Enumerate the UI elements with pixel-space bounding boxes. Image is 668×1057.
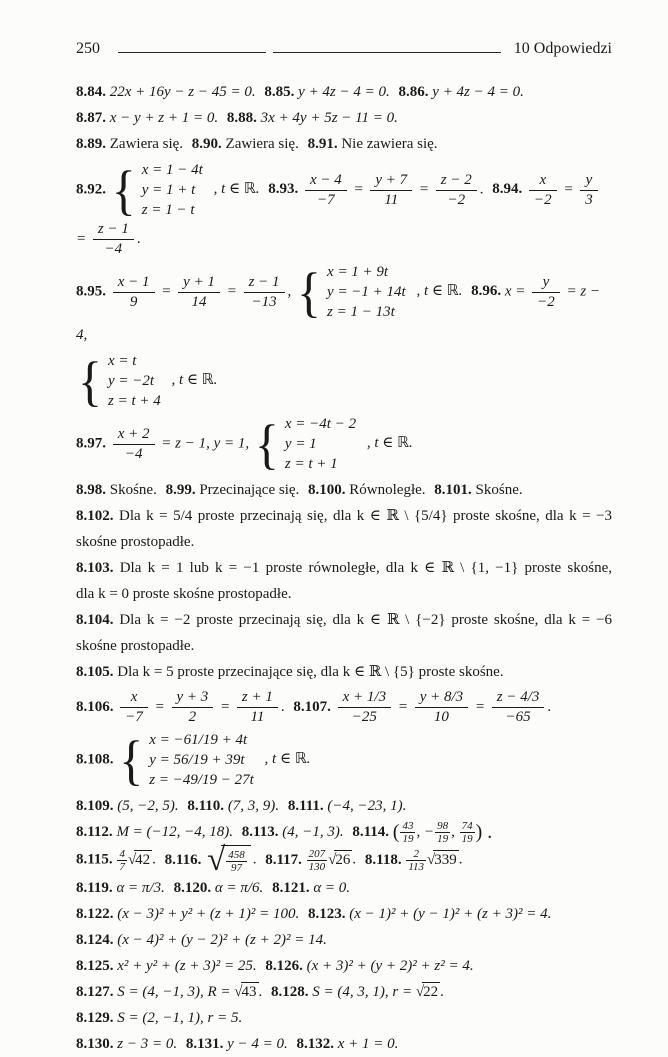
line-8-112 — [76, 819, 612, 845]
period: . — [252, 851, 257, 868]
answer-8-130: z − 3 = 0. — [117, 1036, 178, 1053]
label-8-111: 8.111. — [287, 798, 324, 814]
fraction: $\frac{y + 8/3}{10}$ — [415, 688, 468, 727]
square-root: √26 — [328, 851, 351, 868]
period: . — [479, 181, 484, 198]
fraction: $\frac{x}{-2}$ — [529, 171, 557, 210]
line-8-92 — [76, 160, 612, 259]
small-fraction: $\frac{207}{130}$ — [308, 847, 326, 873]
answer-8-121: α = 0. — [313, 880, 351, 897]
label-8-132: 8.132. — [296, 1036, 334, 1053]
square-root: √43 — [234, 984, 257, 1001]
separator: , − — [416, 824, 435, 840]
system-row: y = 1 + t — [141, 182, 196, 198]
label-8-127: 8.127. — [76, 984, 114, 1001]
parameter-domain: , t ∈ ℝ. — [213, 181, 260, 198]
equals-sign: = — [220, 698, 231, 715]
left-brace-icon: { — [78, 349, 102, 412]
line-8-84 — [76, 79, 612, 105]
answer-8-88: 3x + 4y + 5z − 11 = 0. — [260, 110, 398, 126]
math: x = — [504, 283, 526, 300]
answer-8-84: 22x + 16y − z − 45 = 0. — [109, 84, 256, 100]
answer-8-103-line1: Dla k = 1 lub k = −1 proste równoległe, dla k ∈ ℝ \ {1, −1} proste skośne, — [119, 560, 612, 576]
answer-8-100: Równoległe. — [349, 482, 426, 498]
answers-content — [76, 79, 612, 1057]
line-8-125 — [76, 953, 612, 979]
answer-8-104-line1: Dla k = −2 proste przecinają się, dla k ∈ ℝ \ {−2} proste skośne, dla k = −6 — [119, 612, 613, 628]
label-8-116: 8.116. — [164, 851, 202, 868]
label-8-109: 8.109. — [76, 798, 114, 814]
answer-8-123: (x − 1)² + (y − 1)² + (z + 3)² = 4. — [349, 906, 552, 923]
label-8-91: 8.91. — [307, 136, 338, 152]
label-8-96: 8.96. — [471, 283, 502, 300]
line-8-97 — [76, 414, 612, 474]
line-8-129 — [76, 1005, 612, 1031]
answer-8-105: Dla k = 5 proste przecinające się, dla k ∈ ℝ \ {5} proste skośne. — [117, 664, 504, 680]
answer-8-132: x + 1 = 0. — [337, 1036, 399, 1053]
fraction: $\frac{y + 7}{11}$ — [370, 171, 412, 210]
line-8-103-a — [76, 555, 612, 581]
left-brace-icon: { — [297, 260, 322, 323]
answer-8-112: M = (−12, −4, 18). — [116, 824, 234, 840]
label-8-126: 8.126. — [265, 958, 303, 975]
answer-8-120: α = π/6. — [214, 880, 264, 897]
line-8-102-a — [76, 503, 612, 529]
system-row: y = 1 — [284, 436, 317, 452]
period: . — [547, 698, 552, 715]
separator: , — [451, 824, 455, 840]
system-row: z = t + 1 — [284, 456, 338, 472]
fraction: $\frac{x}{-7}$ — [120, 688, 148, 727]
line-8-130 — [76, 1031, 612, 1057]
small-fraction: $\frac{98}{19}$ — [437, 820, 449, 846]
answer-8-128: S = (4, 3, 1), r = — [312, 984, 413, 1001]
label-8-86: 8.86. — [398, 84, 429, 100]
label-8-128: 8.128. — [271, 984, 309, 1001]
system-row: y = 56/19 + 39t — [149, 752, 245, 768]
label-8-90: 8.90. — [191, 136, 222, 152]
square-root: √339 — [427, 851, 457, 868]
label-8-125: 8.125. — [76, 958, 114, 975]
answer-8-91: Nie zawiera się. — [341, 136, 438, 152]
label-8-113: 8.113. — [241, 824, 279, 840]
header-rule-right — [273, 52, 501, 53]
radical-icon: √ — [328, 851, 337, 868]
fraction: $\frac{y + 1}{14}$ — [178, 273, 220, 312]
fraction: $\frac{y}{-2}$ — [532, 273, 560, 312]
answer-8-113: (4, −1, 3). — [282, 824, 344, 840]
fraction: $\frac{z - 2}{-2}$ — [436, 171, 477, 210]
line-8-115 — [76, 842, 612, 879]
answer-8-124: (x − 4)² + (y − 2)² + (z + 2)² = 14. — [117, 932, 327, 949]
fraction: $\frac{x - 4}{-7}$ — [305, 171, 347, 210]
label-8-118: 8.118. — [364, 851, 402, 868]
period: . — [458, 851, 463, 868]
line-8-119 — [76, 875, 612, 901]
parameter-domain: , t ∈ ℝ. — [171, 372, 218, 389]
label-8-108: 8.108. — [76, 751, 114, 768]
radical-icon: √ — [207, 842, 226, 879]
radical-icon: √ — [127, 851, 137, 868]
answer-8-110: (7, 3, 9). — [227, 798, 280, 814]
answer-8-111: (−4, −23, 1). — [327, 798, 407, 814]
label-8-87: 8.87. — [76, 110, 106, 126]
label-8-85: 8.85. — [264, 84, 295, 100]
label-8-100: 8.100. — [308, 482, 346, 498]
answer-8-126: (x + 3)² + (y + 2)² + z² = 4. — [306, 958, 474, 975]
answer-8-102-line2: skośne prostopadłe. — [76, 534, 195, 550]
header-rule-left — [118, 52, 266, 53]
equation-system-8-95 — [297, 262, 406, 322]
equation-system-8-96 — [78, 351, 161, 411]
period: . — [152, 851, 156, 868]
label-8-104: 8.104. — [76, 612, 114, 628]
label-8-103: 8.103. — [76, 560, 114, 576]
label-8-107: 8.107. — [293, 698, 331, 715]
line-8-108 — [76, 730, 612, 790]
answer-8-129: S = (2, −1, 1), r = 5. — [117, 1010, 243, 1027]
system-row: x = t — [108, 353, 137, 369]
parameter-domain: , t ∈ ℝ. — [366, 435, 413, 452]
radical-icon: √ — [427, 851, 436, 868]
small-fraction: $\frac{2}{113}$ — [408, 847, 425, 873]
line-8-96-continuation — [76, 351, 612, 411]
label-8-121: 8.121. — [272, 880, 310, 897]
system-row: x = 1 + 9t — [327, 264, 389, 280]
comma: , — [287, 283, 292, 300]
label-8-129: 8.129. — [76, 1010, 114, 1027]
answer-8-114 — [392, 820, 493, 846]
radical-icon: √ — [234, 984, 243, 1001]
radical-icon: √ — [415, 984, 425, 1001]
left-brace-icon: { — [254, 412, 279, 475]
answer-8-90: Zawiera się. — [225, 136, 299, 152]
label-8-94: 8.94. — [492, 181, 523, 198]
label-8-112: 8.112. — [76, 824, 113, 840]
line-8-89 — [76, 131, 612, 157]
answer-8-131: y − 4 = 0. — [227, 1036, 288, 1053]
answer-8-102-line1: Dla k = 5/4 proste przecinają się, dla k ∈ ℝ \ {5/4} proste skośne, dla k = −3 — [119, 508, 612, 524]
close-paren: ) . — [475, 821, 493, 843]
label-8-106: 8.106. — [76, 698, 114, 715]
answer-8-122: (x − 3)² + y² + (z + 1)² = 100. — [117, 906, 300, 923]
math: = z − 1, y = 1, — [161, 435, 250, 452]
equals-sign: = — [154, 698, 165, 715]
period: . — [440, 984, 444, 1001]
label-8-117: 8.117. — [265, 851, 302, 868]
label-8-114: 8.114. — [352, 824, 390, 840]
label-8-123: 8.123. — [308, 906, 346, 923]
answer-8-104-line2: skośne prostopadłe. — [76, 638, 195, 654]
period: . — [136, 230, 141, 247]
label-8-131: 8.131. — [185, 1036, 224, 1053]
system-row: x = 1 − 4t — [141, 162, 203, 178]
equals-sign: = — [226, 283, 237, 300]
equation-system-8-108 — [119, 730, 254, 790]
small-fraction: $\frac{4}{7}$ — [119, 847, 125, 873]
fraction: $\frac{x + 1/3}{-25}$ — [338, 688, 391, 727]
label-8-84: 8.84. — [76, 84, 106, 100]
parameter-domain: , t ∈ ℝ. — [416, 283, 463, 300]
label-8-120: 8.120. — [173, 880, 212, 897]
answer-8-85: y + 4z − 4 = 0. — [298, 84, 390, 100]
system-row: z = 1 − 13t — [327, 304, 395, 320]
line-8-106 — [76, 688, 612, 727]
answer-8-87: x − y + z + 1 = 0. — [109, 110, 219, 126]
fraction: $\frac{z + 1}{11}$ — [237, 688, 278, 727]
left-brace-icon: { — [119, 728, 144, 791]
equals-sign: = — [76, 230, 87, 247]
square-root — [207, 842, 251, 879]
answer-8-99: Przecinające się. — [199, 482, 300, 498]
small-fraction: $\frac{458}{97}$ — [228, 849, 245, 875]
equation-system-8-92 — [112, 160, 203, 220]
period: . — [352, 851, 357, 868]
page-header — [76, 40, 612, 58]
period: . — [258, 984, 263, 1001]
label-8-119: 8.119. — [76, 880, 113, 897]
math: = z − 4, — [76, 283, 601, 343]
fraction: $\frac{x + 2}{-4}$ — [113, 425, 155, 464]
label-8-115: 8.115. — [76, 851, 113, 868]
label-8-88: 8.88. — [226, 110, 257, 126]
fraction: $\frac{z - 1}{-4}$ — [93, 220, 134, 259]
equals-sign: = — [563, 181, 574, 198]
equation-system-8-97 — [255, 414, 356, 474]
fraction: $\frac{z - 4/3}{-65}$ — [492, 688, 545, 727]
system-row: x = −61/19 + 4t — [149, 732, 248, 748]
line-8-104-a — [76, 607, 612, 633]
small-fraction: $\frac{74}{19}$ — [461, 820, 473, 846]
answer-8-119: α = π/3. — [116, 880, 165, 897]
answer-8-127: S = (4, −1, 3), R = — [117, 984, 231, 1001]
system-row: z = 1 − t — [141, 202, 195, 218]
line-8-109 — [76, 793, 612, 819]
label-8-92: 8.92. — [76, 181, 106, 198]
equals-sign: = — [474, 698, 486, 715]
left-brace-icon: { — [111, 158, 136, 221]
line-8-122 — [76, 901, 612, 927]
small-fraction: $\frac{43}{19}$ — [402, 820, 414, 846]
answer-8-103-line2: dla k = 0 proste skośne prostopadłe. — [76, 586, 292, 602]
label-8-99: 8.99. — [165, 482, 196, 498]
answer-8-89: Zawiera się. — [109, 136, 184, 152]
line-8-102-b — [76, 529, 612, 555]
label-8-95: 8.95. — [76, 283, 106, 300]
equals-sign: = — [353, 181, 364, 198]
line-8-95 — [76, 262, 612, 348]
parameter-domain: , t ∈ ℝ. — [264, 751, 311, 768]
equals-sign: = — [418, 181, 430, 198]
equals-sign: = — [161, 283, 172, 300]
page-number: 250 — [76, 40, 100, 57]
line-8-98 — [76, 477, 612, 503]
line-8-103-b — [76, 581, 612, 607]
fraction: $\frac{x - 1}{9}$ — [113, 273, 155, 312]
chapter-title: 10 Odpowiedzi — [513, 40, 612, 57]
line-8-124 — [76, 927, 612, 953]
system-row: y = −1 + 14t — [327, 284, 406, 300]
answer-8-86: y + 4z − 4 = 0. — [432, 84, 524, 100]
line-8-87 — [76, 105, 612, 131]
line-8-104-b — [76, 633, 612, 659]
label-8-122: 8.122. — [76, 906, 114, 923]
system-row: z = t + 4 — [108, 393, 161, 409]
square-root: √42 — [127, 851, 151, 868]
equals-sign: = — [397, 698, 408, 715]
answer-8-125: x² + y² + (z + 3)² = 25. — [117, 958, 257, 975]
label-8-130: 8.130. — [76, 1036, 114, 1053]
fraction: $\frac{y}{3}$ — [580, 171, 598, 210]
label-8-98: 8.98. — [76, 482, 106, 498]
system-row: y = −2t — [108, 373, 155, 389]
label-8-110: 8.110. — [187, 798, 225, 814]
label-8-101: 8.101. — [434, 482, 472, 498]
open-paren: ( — [392, 821, 400, 843]
fraction: $\frac{z - 1}{-13}$ — [244, 273, 285, 312]
label-8-124: 8.124. — [76, 932, 114, 949]
label-8-105: 8.105. — [76, 664, 114, 680]
fraction: $\frac{y + 3}{2}$ — [172, 688, 214, 727]
system-row: z = −49/19 − 27t — [149, 772, 254, 788]
line-8-105 — [76, 659, 612, 685]
line-8-127 — [76, 979, 612, 1005]
label-8-102: 8.102. — [76, 508, 114, 524]
answer-8-98: Skośne. — [109, 482, 157, 498]
period: . — [280, 698, 285, 715]
answer-8-101: Skośne. — [475, 482, 523, 498]
system-row: x = −4t − 2 — [284, 416, 357, 432]
square-root: √22 — [415, 984, 439, 1001]
answer-8-109: (5, −2, 5). — [117, 798, 179, 814]
label-8-97: 8.97. — [76, 435, 106, 452]
label-8-93: 8.93. — [268, 181, 299, 198]
label-8-89: 8.89. — [76, 136, 106, 152]
